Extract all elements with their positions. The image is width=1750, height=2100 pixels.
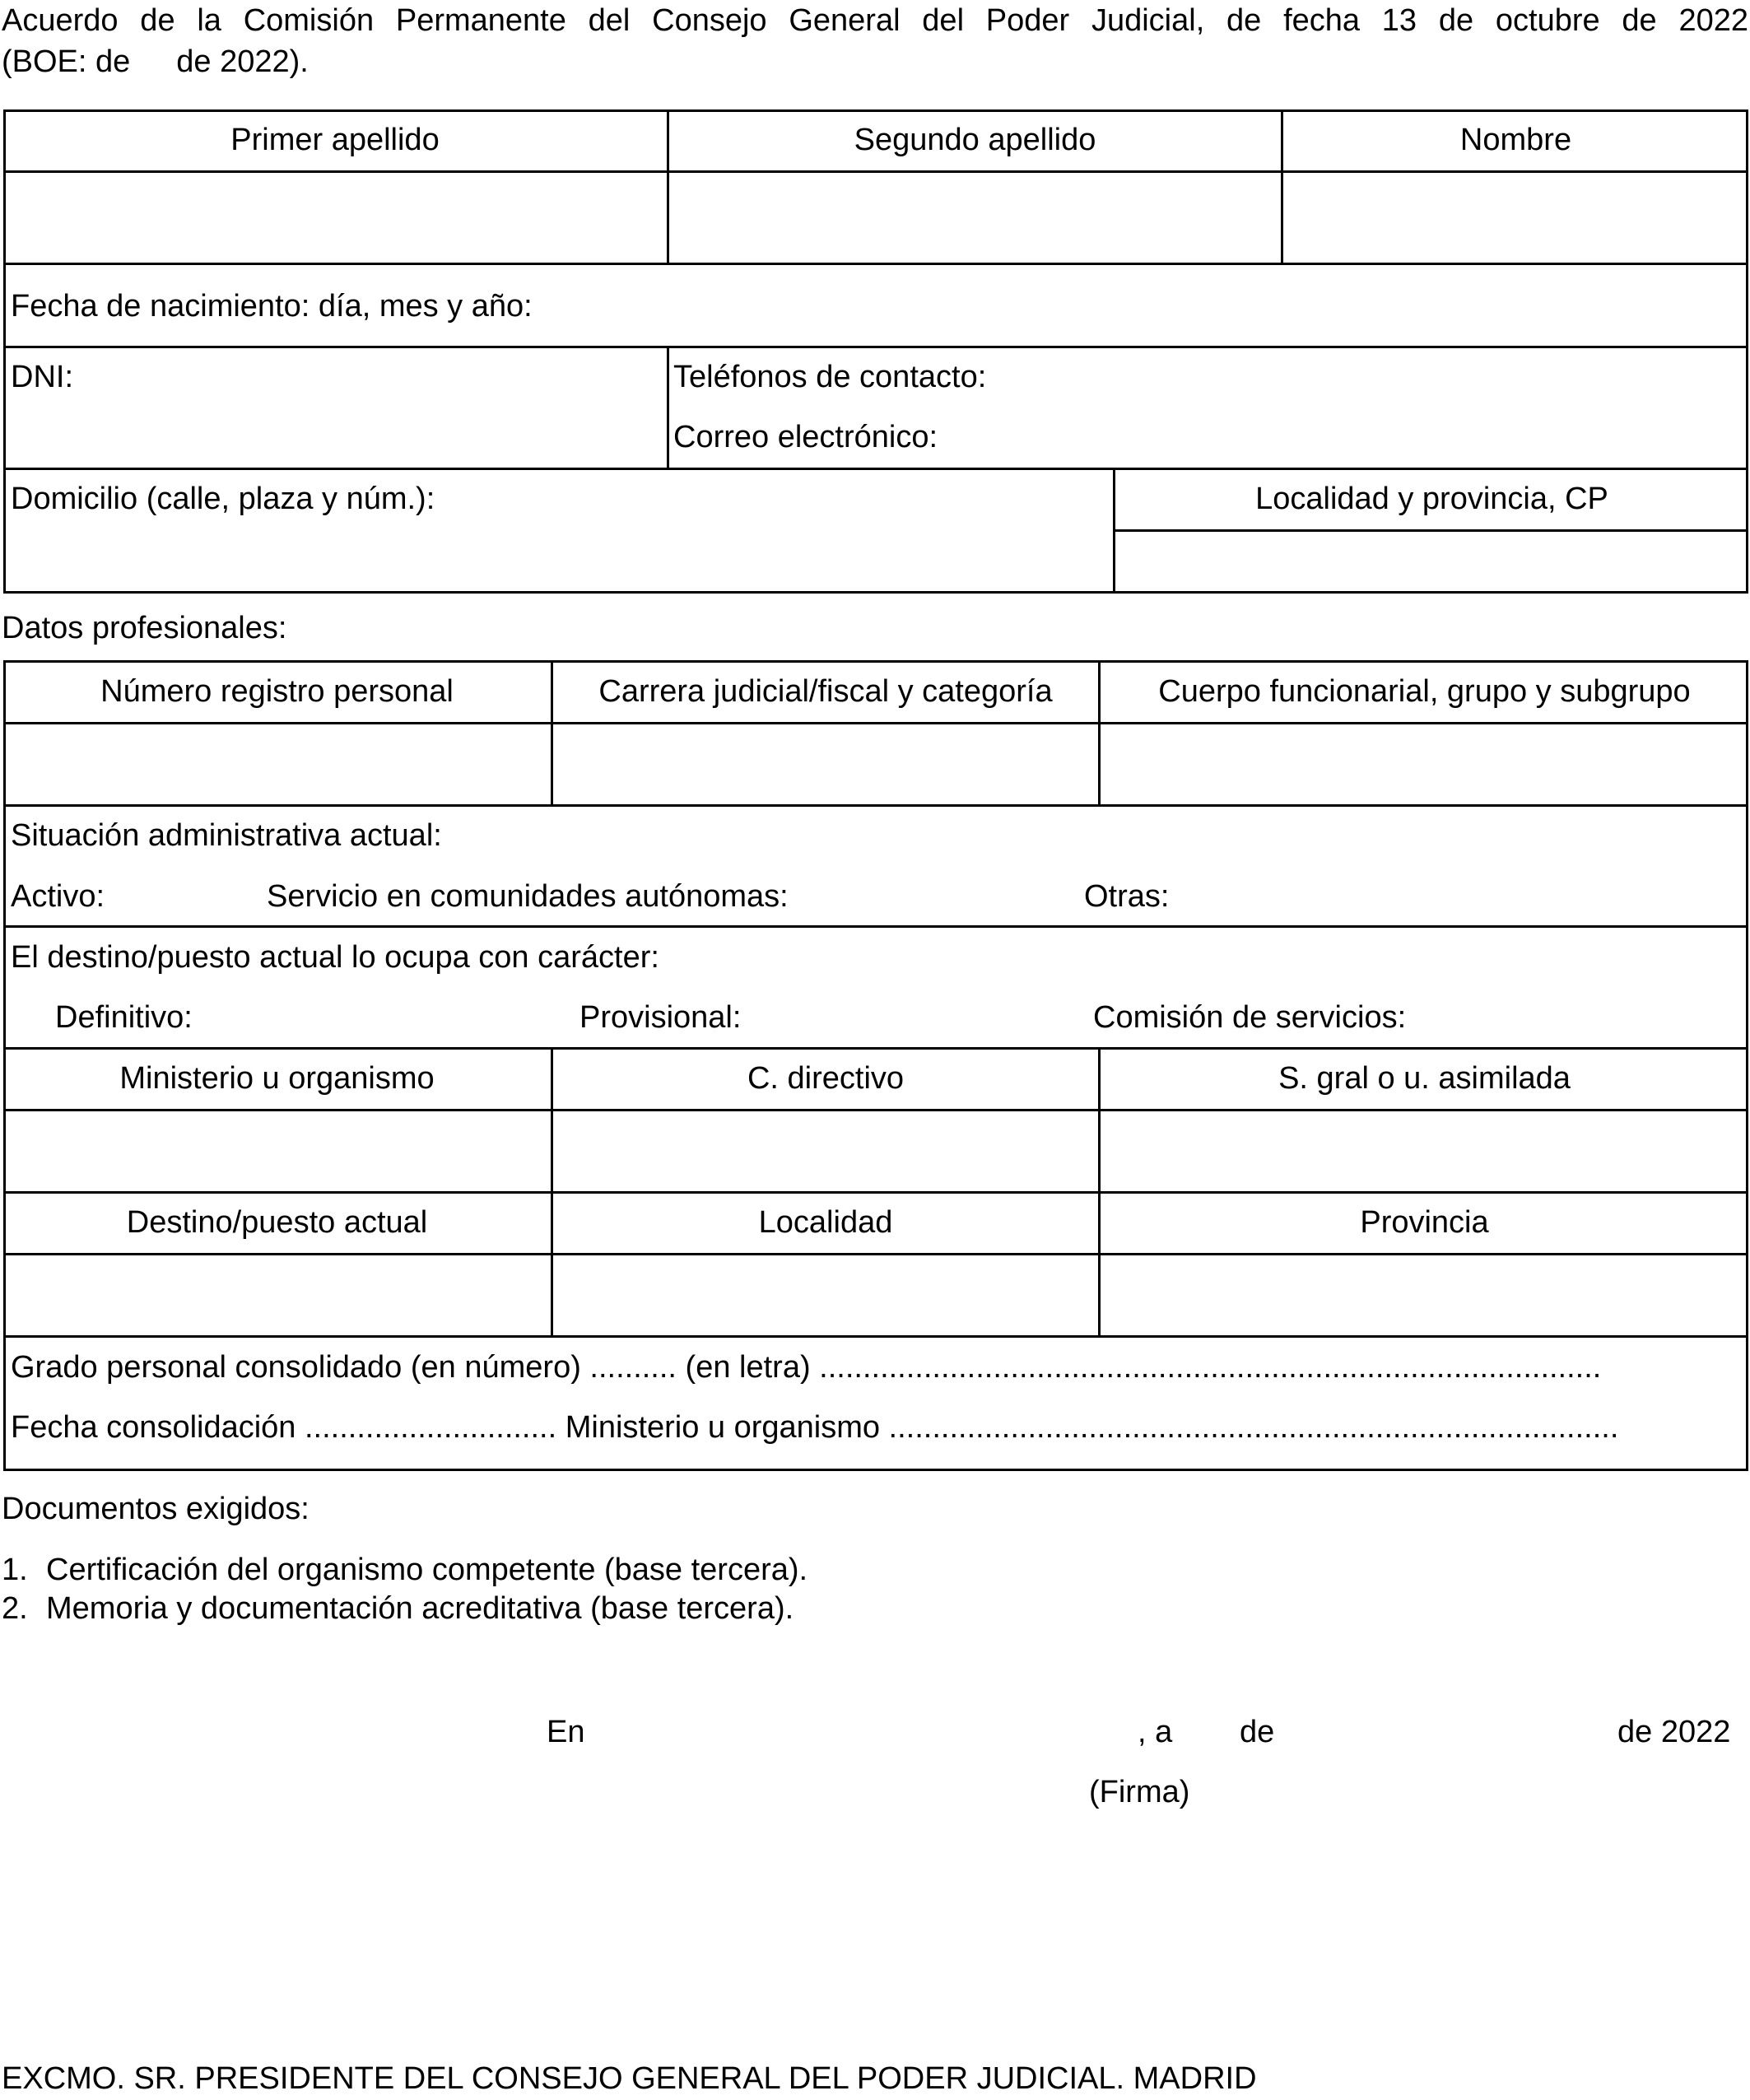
intro-year: de 2022). (176, 44, 309, 79)
col-primer-apellido: Primer apellido (230, 123, 440, 157)
ministerio-organismo: Ministerio u organismo .................................................................................... (565, 1410, 1619, 1445)
firma-label: (Firma) (1089, 1775, 1190, 1809)
firma-de-year: de 2022 (1617, 1715, 1731, 1749)
col-numero-registro: Número registro personal (100, 674, 454, 709)
documento-item (2, 1590, 794, 1628)
correo-label: Correo electrónico: (673, 420, 938, 454)
fecha-consolidacion-line (11, 1409, 1618, 1447)
col-ministerio: Ministerio u organismo (119, 1061, 435, 1096)
documento-num: 1. (2, 1553, 28, 1587)
col-s-gral: S. gral o u. asimilada (1278, 1061, 1571, 1096)
localidad-provincia-cp-label: Localidad y provincia, CP (1255, 482, 1608, 516)
personal-data-table (3, 109, 1748, 594)
documento-num: 2. (2, 1591, 28, 1626)
intro-text (2, 0, 1748, 41)
col-carrera: Carrera judicial/fiscal y categoría (598, 674, 1053, 709)
datos-profesionales-title: Datos profesionales: (2, 611, 287, 645)
provisional-label: Provisional: (579, 1000, 742, 1035)
grado-numero: Grado personal consolidado (en número) .......... (11, 1350, 677, 1385)
otras-label: Otras: (1084, 879, 1170, 914)
firma-de: de (1240, 1715, 1275, 1749)
documento-text: Certificación del organismo competente (base tercera). (46, 1553, 808, 1587)
telefonos-label: Teléfonos de contacto: (673, 360, 987, 394)
destino-caracter-label: El destino/puesto actual lo ocupa con carácter: (11, 940, 659, 975)
comision-servicios-label: Comisión de servicios: (1093, 1000, 1407, 1035)
col-nombre: Nombre (1459, 123, 1572, 157)
col-segundo-apellido: Segundo apellido (854, 123, 1096, 157)
documento-text: Memoria y documentación acreditativa (base tercera). (46, 1591, 794, 1626)
documentos-title: Documentos exigidos: (2, 1492, 310, 1526)
col-destino: Destino/puesto actual (126, 1205, 428, 1240)
dni-label: DNI: (11, 360, 73, 394)
col-c-directivo: C. directivo (747, 1061, 905, 1096)
intro-boe-line (2, 41, 309, 82)
fecha-nacimiento-label: Fecha de nacimiento: día, mes y año: (11, 289, 533, 324)
activo-label: Activo: (11, 879, 105, 914)
col-provincia: Provincia (1360, 1205, 1489, 1240)
situacion-label: Situación administrativa actual: (11, 818, 442, 853)
intro-line1: Acuerdo de la Comisión Permanente del Consejo General del Poder Judicial, de fecha 13 de octubre de 2022 (2, 3, 1748, 38)
grado-line (11, 1349, 1601, 1387)
documento-item (2, 1552, 808, 1590)
definitivo-label: Definitivo: (55, 1000, 193, 1035)
grado-letra: (en letra) .......................................................................................... (685, 1350, 1602, 1385)
intro-boe: (BOE: de (2, 44, 131, 79)
col-cuerpo: Cuerpo funcionarial, grupo y subgrupo (1158, 674, 1691, 709)
domicilio-label: Domicilio (calle, plaza y núm.): (11, 482, 435, 516)
firma-en: En (547, 1715, 585, 1749)
col-localidad: Localidad (758, 1205, 893, 1240)
servicio-ccaa-label: Servicio en comunidades autónomas: (267, 879, 789, 914)
destinatario: EXCMO. SR. PRESIDENTE DEL CONSEJO GENERAL DEL PODER JUDICIAL. MADRID (2, 2061, 1257, 2096)
fecha-consolidacion: Fecha consolidación ............................. (11, 1410, 557, 1445)
firma-coma-a: , a (1138, 1715, 1173, 1749)
